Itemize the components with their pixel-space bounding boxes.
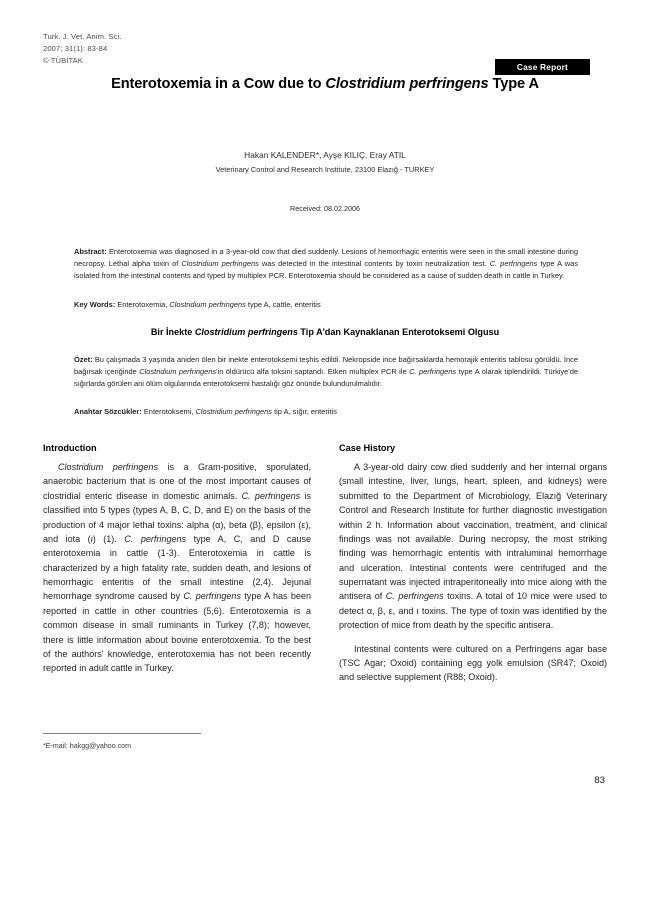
case-text-1: A 3-year-old dairy cow died suddenly and her internal organs (small intestine, liver, lungs, heart, spleen, and kidneys) were submitted to the Department of Microbiology, Elazığ Veterinary Control and Research Institute for further diagnostic investigation within 2 h. Information about vaccination, treatment, and clinical findings was not available. During necropsy, the most striking finding was hemorrhagic enteritis with intraluminal hemorrhage and ulceration. Intestinal contents were centrifuged and the supernatant was injected intraperitoneally into mice along with the antisera of (339, 462, 607, 602)
journal-issue: 2007; 31(1): 83-84 (43, 43, 108, 53)
ozet-text-2: 'in öldürücü alfa toksini saptandı. Etken multiplex PCR ile (216, 367, 410, 377)
keywords-text-2: type A, cattle, enteritis (245, 300, 321, 309)
abstract-text-3: type A was isolated from the intestinal contents and typed by multiplex PCR. Enterotoxemia should be considered as a cause of sudden death in cattle in Turkey. (74, 259, 579, 281)
ozet-species-1: Clostridium perfringens (139, 367, 217, 377)
author-list: Hakan KALENDER*, Ayşe KILIÇ, Eray ATIL (244, 150, 406, 160)
keywords-species-1: Clostridium perfringens (169, 300, 246, 309)
column-right (339, 443, 607, 694)
anahtar-species-1: Clostridium perfringens (195, 407, 273, 416)
title-text-lead: Enterotoxemia in a Cow due to (111, 76, 326, 92)
anahtar-text-1: Enterotoksemi, (141, 407, 196, 416)
section-heading-introduction: Introduction (43, 443, 97, 453)
abstract-species-2: C. perfringens (489, 259, 538, 269)
intro-text-2: is classified into 5 types (types A, B, C, D, and E) on the basis of the production of 4 major lethal toxins: alpha (α), beta (β), epsilon (ε), and iota ( (43, 490, 311, 544)
keywords-text-1: Enterotoxemia, (115, 300, 170, 309)
keywords-label: Key Words: (74, 300, 116, 309)
journal-copyright: © TÜBİTAK (43, 55, 83, 65)
badge-row (0, 57, 650, 75)
anahtar-text-2: tip A, sığır, enteritis (272, 407, 337, 416)
turkish-title-trail: Tip A'dan Kaynaklanan Enterotoksemi Olgusu (297, 327, 500, 337)
intro-iota-symbol: ι (90, 533, 93, 544)
abstract-text-2: was detected in the intestinal contents by toxin neutralization test. (258, 259, 490, 269)
intro-text-5: type A has been reported in cattle in other countries (5,6). Enterotoxemia is a common disease in small ruminants in Turkey (7,8); however, there is little information about bovine enterotoxemia. To the best of the authors' knowledge, enterotoxemia has not been recently reported in adult cattle in Turkey. (43, 591, 311, 674)
case-history-paragraph-2: Intestinal contents were cultured on a Perfringens agar base (TSC Agar; Oxoid) containing egg yolk emulsion (SR47; Oxoid) and selective supplement (R88; Oxoid). (339, 643, 607, 683)
anahtar-label: Anahtar Sözcükler: (74, 407, 142, 416)
ozet-label: Özet: (74, 355, 93, 364)
case-species-1: C. perfringens (385, 591, 444, 602)
affiliation: Veterinary Control and Research Institute, 23100 Elazığ - TURKEY (215, 165, 435, 174)
keywords-block (74, 299, 578, 311)
turkish-title-lead: Bir İnekte (150, 327, 195, 337)
footnote-email: *E-mail: hakgg@yahoo.com (43, 742, 132, 750)
anahtar-sozcukler-block (74, 406, 578, 418)
intro-species-2: C. perfringens (241, 490, 301, 501)
ozet-text-3: type A olarak tiplendirildi. Türkiye'de sığırlarda görülen ani ölüm olgularında enterotoksemi hastalığı göz önünde bulundurulmalıdır. (74, 367, 578, 389)
intro-species-3: C. perfringens (124, 533, 187, 544)
title-species-name: Clostridium perfringens (325, 76, 489, 92)
column-left (43, 443, 311, 694)
intro-text-3: ) (1). (92, 533, 125, 544)
footnote-divider (43, 733, 201, 734)
case-history-paragraph-1 (339, 460, 607, 633)
case-text-2: toxins. A total of 10 mice were used to detect α, β, ε, and ι toxins. The type of toxin was identified by the protection of mice from death by the specific antisera. (339, 591, 607, 631)
intro-text-1: is a Gram-positive, sporulated, anaerobic bacterium that is one of the most important causes of clostridial enteric disease in domestic animals. (43, 462, 311, 501)
intro-text-4: type A, C, and D cause enterotoxemia in cattle (1-3). Enterotoxemia in cattle is characterized by a high fatality rate, sudden death, and lesions of hemorrhagic enteritis of the small intestine (2,4). Jejunal hemorrhage syndrome caused by (43, 533, 312, 602)
section-heading-case-history: Case History (339, 443, 396, 453)
status-badge: Case Report (495, 59, 590, 75)
turkish-title-species: Clostridium perfringens (194, 327, 298, 337)
abstract-text-1: Enterotoxemia was diagnosed in a 3-year-old cow that died suddenly. Lesions of hemorrhagic enteritis were seen in the small intestine during necropsy. Lethal alpha toxin of (74, 247, 578, 269)
ozet-block (74, 354, 578, 390)
body-columns (43, 443, 607, 694)
page-number: 83 (594, 775, 605, 786)
abstract-block (74, 246, 578, 282)
turkish-title (45, 327, 605, 337)
page-title (45, 76, 605, 92)
ozet-text-1: Bu çalışmada 3 yaşında aniden ölen bir inekte enterotoksemi teşhis edildi. Nekropside ince bağırsaklarda hemorajik enteritis tablosu görüldü. İnce bağırsak içeriğinde (74, 355, 578, 377)
title-text-trail: Type A (488, 76, 539, 92)
journal-name: Turk. J. Vet. Anim. Sci. (43, 32, 122, 41)
intro-species-1: Clostridium perfringens (58, 462, 158, 472)
intro-species-4: C. perfringens (183, 591, 241, 602)
abstract-species-1: Clostridium perfringens (181, 259, 259, 269)
received-date: Received: 08.02.2006 (290, 204, 360, 213)
introduction-paragraph-1 (43, 460, 311, 676)
ozet-species-2: C. perfringens (409, 367, 457, 377)
abstract-label: Abstract: (74, 247, 107, 256)
